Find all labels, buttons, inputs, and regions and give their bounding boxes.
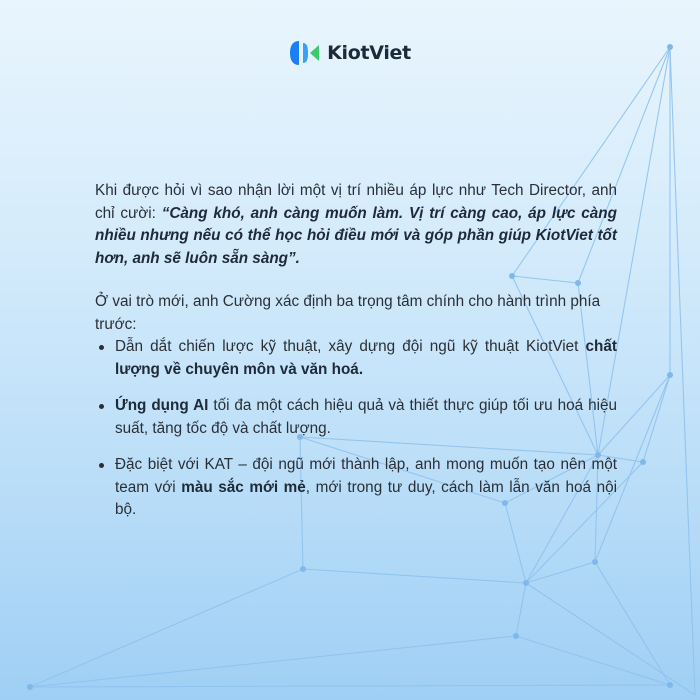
focus-list (95, 336, 617, 522)
paragraph-intro (95, 180, 617, 270)
logo-text: KiotViet (327, 42, 411, 64)
paragraph-focus-intro: Ở vai trò mới, anh Cường xác định ba trọng tâm chính cho hành trình phía trước: (95, 293, 601, 333)
kiotviet-logo-icon (289, 38, 321, 68)
intro-text: Khi được hỏi vì sao nhận lời một vị trí nhiều áp lực như Tech Director, anh chỉ cười: (95, 182, 617, 222)
list-item: Dẫn dắt chiến lược kỹ thuật, xây dựng đội ngũ kỹ thuật KiotViet chất lượng về chuyên môn và văn hoá. (95, 336, 617, 381)
article-content (95, 180, 617, 536)
list-item: Ứng dụng AI tối đa một cách hiệu quả và thiết thực giúp tối ưu hoá hiệu suất, tăng tốc độ và chất lượng. (95, 395, 617, 440)
kiotviet-logo (0, 38, 700, 68)
list-item: Đặc biệt với KAT – đội ngũ mới thành lập, anh mong muốn tạo nên một team với màu sắc mới mẻ, mới trong tư duy, cách làm lẫn văn hoá nội bộ. (95, 454, 617, 522)
quote-text: “Càng khó, anh càng muốn làm. Vị trí càng cao, áp lực càng nhiều nhưng nếu có thể học hỏi điều mới và góp phần giúp KiotViet tốt hơn, anh sẽ luôn sẵn sàng”. (95, 204, 617, 267)
